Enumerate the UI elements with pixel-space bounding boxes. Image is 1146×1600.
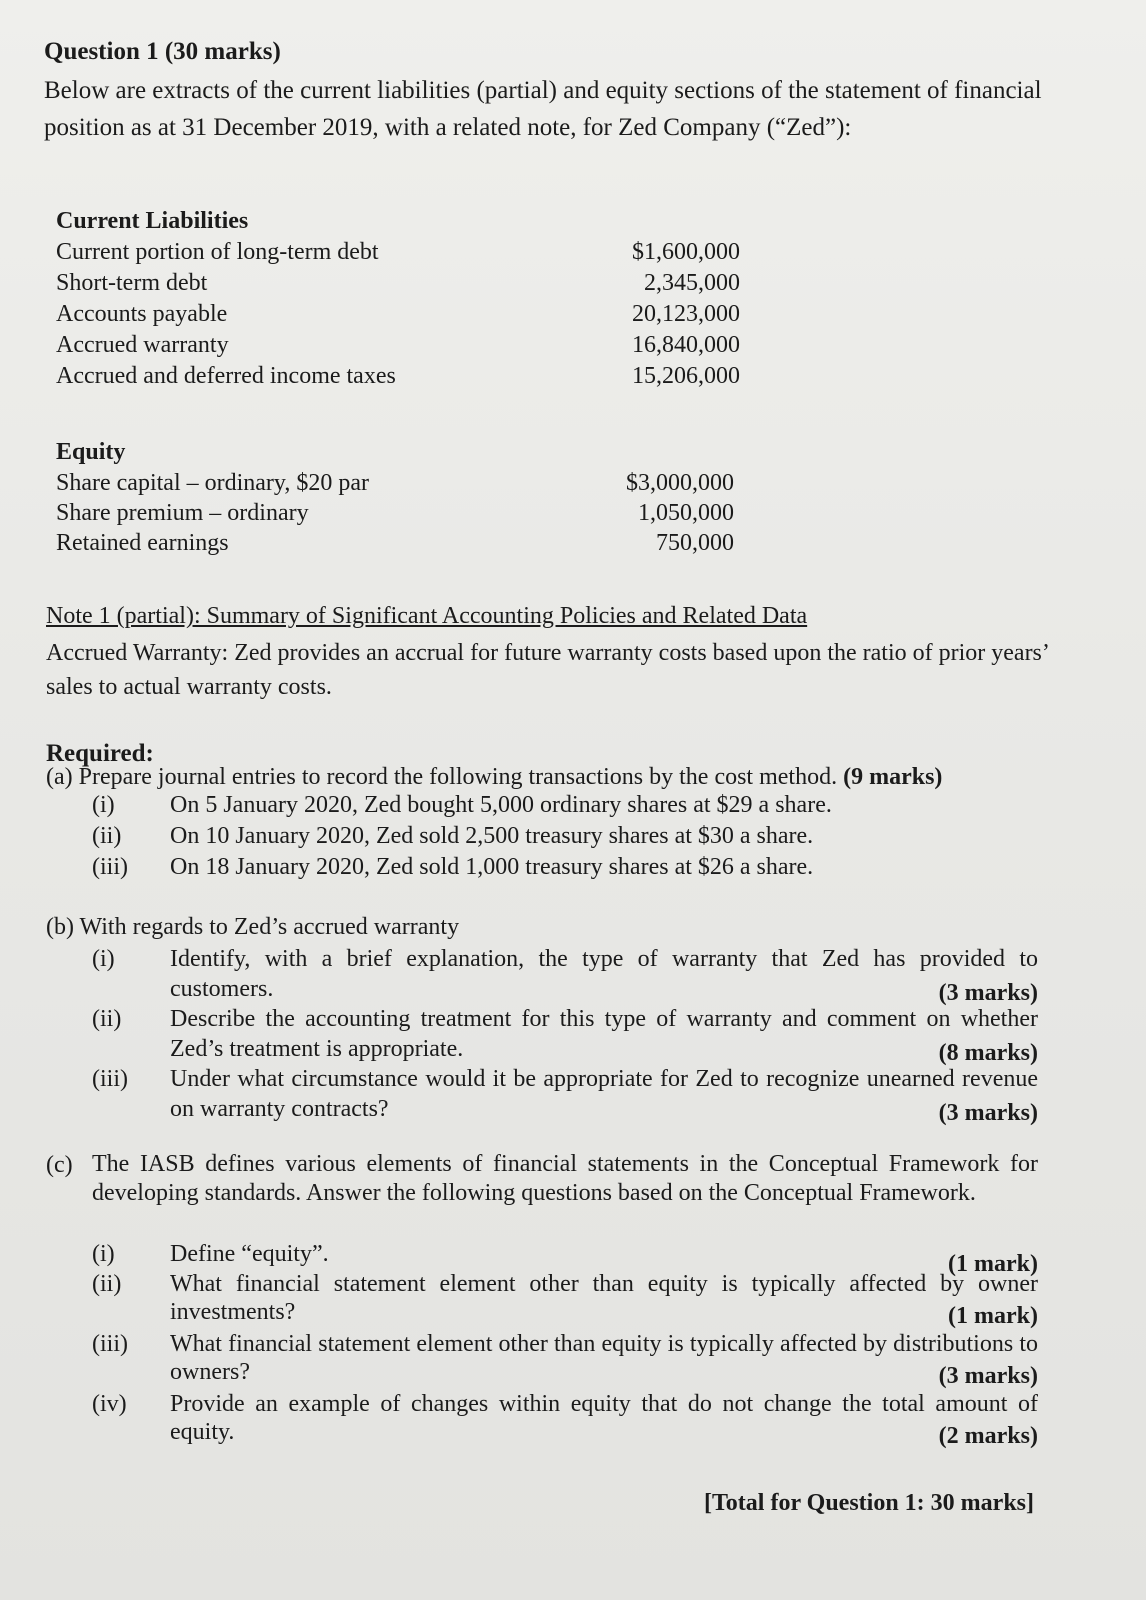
part-b-items: [92, 944, 1038, 1126]
liability-label: Current portion of long-term debt: [56, 239, 379, 265]
part-c-item: [92, 1390, 1038, 1452]
liability-row: [56, 237, 740, 268]
part-c-item: [92, 1330, 1038, 1390]
equity-label: Retained earnings: [56, 530, 229, 556]
part-a-items: [92, 792, 912, 885]
item-marks: (1 mark): [948, 1251, 1038, 1277]
item-marks: (1 mark): [948, 1303, 1038, 1329]
equity-heading: Equity: [56, 439, 126, 465]
item-number: (i): [92, 792, 115, 818]
part-b-lead: (b) With regards to Zed’s accrued warranty: [46, 914, 460, 940]
required-heading: Required:: [46, 740, 154, 767]
part-c-items: [92, 1240, 1038, 1452]
item-text: Provide an example of changes within equity that do not change the total amount of equity.: [170, 1391, 1038, 1445]
equity-row: [56, 498, 734, 528]
equity-amount: 1,050,000: [638, 500, 734, 526]
liability-row: [56, 330, 740, 361]
equity-label: Share capital – ordinary, $20 par: [56, 470, 369, 496]
current-liabilities-heading: Current Liabilities: [56, 208, 249, 234]
part-c-item: [92, 1240, 1038, 1277]
item-text: On 18 January 2020, Zed sold 1,000 treasury shares at $26 a share.: [170, 854, 814, 880]
part-a-item: [92, 823, 912, 854]
item-number: (iii): [92, 1066, 128, 1092]
item-marks: (8 marks): [938, 1040, 1038, 1066]
part-a-marks: (9 marks): [843, 764, 943, 790]
equity-row: [56, 528, 734, 558]
equity-label: Share premium – ordinary: [56, 500, 309, 526]
part-c-lead: [46, 1150, 1038, 1208]
liability-row: [56, 361, 740, 392]
equity-table: [56, 436, 734, 558]
item-number: (ii): [92, 1271, 122, 1297]
part-b-item: [92, 1004, 1038, 1064]
item-text: What financial statement element other than equity is typically affected by owner investments?: [170, 1271, 1038, 1325]
item-text: On 5 January 2020, Zed bought 5,000 ordinary shares at $29 a share.: [170, 792, 832, 818]
item-number: (iii): [92, 1331, 128, 1357]
note-text: Accrued Warranty: Zed provides an accrual for future warranty costs based upon the ratio of prior years’ sales to actual warranty costs.: [46, 640, 1049, 700]
liability-label: Accrued and deferred income taxes: [56, 363, 396, 389]
part-a-text: (a) Prepare journal entries to record the following transactions by the cost method.: [46, 764, 838, 790]
item-number: (iv): [92, 1391, 127, 1417]
part-b-item: [92, 1064, 1038, 1126]
item-marks: (3 marks): [938, 1363, 1038, 1389]
liability-amount: $1,600,000: [632, 239, 740, 265]
question-intro: Below are extracts of the current liabilities (partial) and equity sections of the statement of financial position as at 31 December 2019, with a related note, for Zed Company (“Zed”):: [44, 77, 1042, 141]
liability-row: [56, 299, 740, 330]
item-marks: (3 marks): [938, 980, 1038, 1006]
item-marks: (2 marks): [938, 1423, 1038, 1449]
item-number: (i): [92, 946, 115, 972]
current-liabilities-table: [56, 205, 740, 392]
liability-amount: 2,345,000: [644, 270, 740, 296]
item-text: Define “equity”.: [170, 1241, 329, 1267]
question-title: Question 1 (30 marks): [44, 38, 281, 65]
equity-amount: $3,000,000: [626, 470, 734, 496]
liability-label: Accounts payable: [56, 301, 228, 327]
equity-amount: 750,000: [656, 530, 734, 556]
equity-row: [56, 468, 734, 498]
item-marks: (3 marks): [938, 1100, 1038, 1126]
part-a-lead: [46, 762, 942, 792]
part-c-label: (c): [46, 1152, 73, 1178]
item-number: (ii): [92, 1006, 122, 1032]
liability-label: Short-term debt: [56, 270, 208, 296]
part-b-item: [92, 944, 1038, 1004]
part-a-item: [92, 792, 912, 823]
part-c-item: [92, 1270, 1038, 1330]
part-c-text: The IASB defines various elements of financial statements in the Conceptual Framework for developing standards. Answer the following questions based on the Conceptual Framework.: [92, 1151, 1038, 1206]
liability-amount: 15,206,000: [632, 363, 740, 389]
note-title: Note 1 (partial): Summary of Significant Accounting Policies and Related Data: [46, 603, 808, 629]
liability-amount: 16,840,000: [632, 332, 740, 358]
liability-label: Accrued warranty: [56, 332, 229, 358]
item-text: Identify, with a brief explanation, the type of warranty that Zed has provided to customers.: [170, 946, 1038, 1002]
question-total: [Total for Question 1: 30 marks]: [704, 1490, 1034, 1516]
item-text: On 10 January 2020, Zed sold 2,500 treasury shares at $30 a share.: [170, 823, 814, 849]
item-text: What financial statement element other than equity is typically affected by distributions to owners?: [170, 1331, 1038, 1385]
item-text: Under what circumstance would it be appropriate for Zed to recognize unearned revenue on warranty contracts?: [170, 1066, 1038, 1122]
item-number: (iii): [92, 854, 128, 880]
item-text: Describe the accounting treatment for this type of warranty and comment on whether Zed’s treatment is appropriate.: [170, 1006, 1038, 1062]
part-a-item: [92, 854, 912, 885]
liability-amount: 20,123,000: [632, 301, 740, 327]
item-number: (i): [92, 1241, 115, 1267]
liability-row: [56, 268, 740, 299]
item-number: (ii): [92, 823, 122, 849]
